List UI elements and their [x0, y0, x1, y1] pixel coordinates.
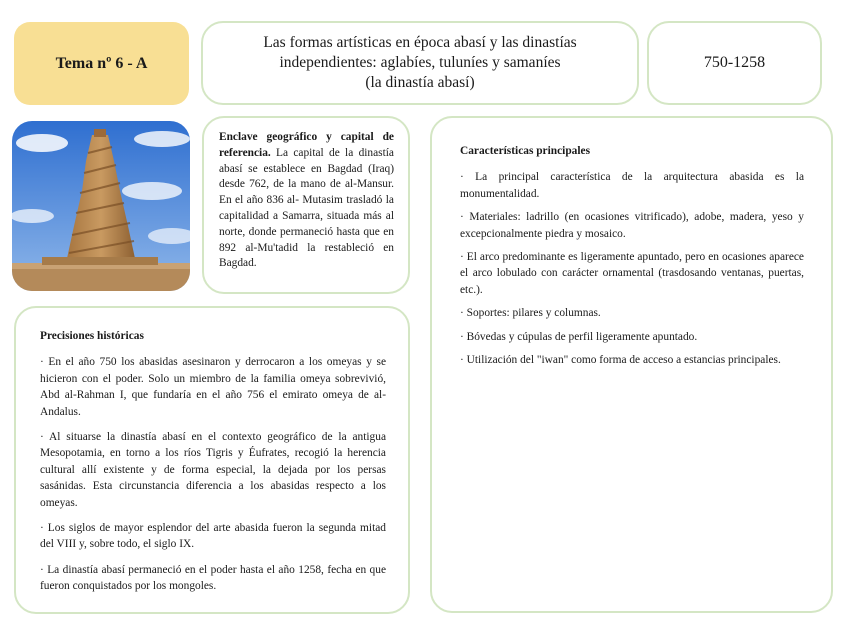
tema-text: Tema nº 6 - A	[55, 54, 148, 72]
date-range	[647, 21, 822, 105]
enclave-heading: Enclave geográfico y capital de referencia.	[219, 131, 394, 159]
historical-paragraph: · En el año 750 los abasidas asesinaron y derrocaron a los omeyas y se hicieron con el poder. Solo un miembro de la familia omeya sobrevivió, Abd al-Rahman I, que fundaría en el año 756 el emirato omeya de al-Andalus.	[40, 356, 386, 418]
feature-paragraph: · El arco predominante es ligeramente apuntado, pero en ocasiones aparece el arco lobulado con carácter ornamental (trasdosando ventanas, puertas, etc.).	[460, 251, 804, 296]
feature-paragraph: · Materiales: ladrillo (en ocasiones vitrificado), adobe, madera, yeso y excepcionalmente piedra y mosaico.	[460, 211, 804, 240]
historical-paragraph: · La dinastía abasí permaneció en el poder hasta el año 1258, fecha en que fueron conquistados por los mongoles.	[40, 563, 386, 593]
feature-paragraph: · La principal característica de la arquitectura abasida es la monumentalidad.	[460, 171, 804, 200]
main-features-section	[430, 116, 833, 613]
enclave-section	[202, 116, 410, 294]
feature-paragraph: · Utilización del "iwan" como forma de acceso a estancias principales.	[460, 354, 781, 367]
title-line-1: Las formas artísticas en época abasí y las dinastías	[263, 34, 577, 51]
title-line-2: independientes: aglabíes, tuluníes y samaníes	[279, 54, 561, 71]
minaret-illustration	[12, 121, 190, 291]
historical-notes-section	[14, 306, 410, 614]
title-line-3: (la dinastía abasí)	[365, 74, 475, 91]
date-range-text: 750-1258	[703, 54, 766, 71]
historical-paragraph: · Los siglos de mayor esplendor del arte abasida fueron la segunda mitad del VIII y, sobre todo, el siglo IX.	[40, 522, 386, 551]
page-title	[201, 21, 639, 105]
main-features-heading: Características principales	[460, 145, 591, 157]
minaret-photo	[12, 121, 190, 291]
historical-notes-heading: Precisiones históricas	[40, 330, 144, 342]
tema-label	[14, 22, 189, 105]
historical-paragraph: · Al situarse la dinastía abasí en el contexto geográfico de la antigua Mesopotamia, en torno a los ríos Tigris y Éufrates, recogió la herencia cultural allí existente y de forma especial, la dejada por los persas sasánidas. Esta circunstancia diferencia a los abasidas respecto a los omeyas.	[40, 431, 386, 509]
feature-paragraph: · Bóvedas y cúpulas de perfil ligeramente apuntado.	[460, 330, 698, 343]
feature-paragraph: · Soportes: pilares y columnas.	[460, 307, 601, 320]
enclave-text: La capital de la dinastía abasí se establece en Bagdad (Iraq) desde 762, de la mano de al-Mansur. En el año 836 al- Mutasim trasladó la capitalidad a Samarra, situada más al norte, donde permaneció hasta que en 892 al-Mu'tadid la restableció en Bagdad.	[219, 146, 394, 270]
